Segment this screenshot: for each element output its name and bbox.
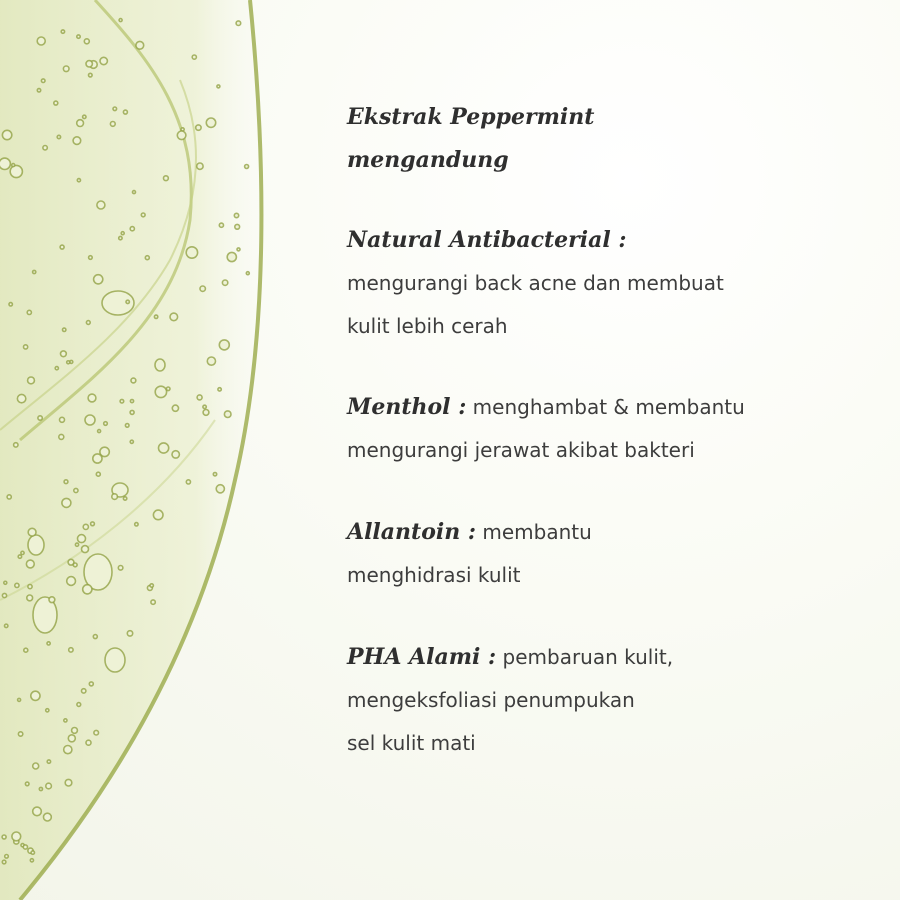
bubble — [28, 535, 44, 555]
bubble — [69, 648, 73, 652]
bubble — [83, 524, 88, 529]
bubble — [72, 728, 78, 734]
ingredient-description: mengurangi back acne dan membuat — [347, 271, 724, 295]
heading-line-2: mengandung — [347, 147, 509, 173]
bubble — [18, 555, 21, 558]
bubble — [113, 107, 117, 111]
bubble — [55, 367, 58, 370]
bubble — [94, 275, 103, 284]
bubble — [28, 528, 36, 536]
bubble — [54, 101, 58, 105]
bubble — [77, 179, 80, 182]
bubble — [82, 546, 89, 553]
bubble — [83, 585, 92, 594]
bubble — [216, 485, 224, 493]
bubble — [224, 411, 231, 418]
bubble — [83, 115, 86, 118]
bubble — [5, 855, 9, 859]
bubble — [119, 236, 122, 239]
bubble — [24, 345, 28, 349]
bubble — [166, 387, 170, 391]
ingredient-description: pembaruan kulit, — [496, 645, 674, 669]
ingredient-description: mengurangi jerawat akibat bakteri — [347, 438, 695, 462]
bubble — [130, 440, 133, 443]
bubble — [47, 642, 50, 645]
ingredient-pha-alami — [347, 636, 867, 765]
bubble — [197, 395, 202, 400]
bubble — [207, 357, 215, 365]
bubble — [60, 417, 65, 422]
bubble — [206, 118, 215, 127]
bubble — [28, 585, 32, 589]
bubble — [0, 158, 10, 169]
bubble — [23, 845, 27, 849]
bubble — [127, 631, 132, 636]
bubble — [192, 55, 196, 59]
bubble — [203, 405, 206, 408]
bubble — [98, 430, 101, 433]
bubble — [89, 73, 93, 77]
bubble — [18, 698, 21, 701]
bubble — [130, 400, 133, 403]
bubble — [33, 807, 42, 816]
bubble — [37, 89, 40, 92]
bubble — [86, 61, 92, 67]
bubble — [60, 245, 64, 249]
bubble — [33, 763, 39, 769]
bubble — [119, 19, 122, 22]
bubble — [2, 835, 6, 839]
bubble — [27, 310, 31, 314]
bubble — [2, 593, 6, 597]
bubble — [133, 191, 136, 194]
bubble — [31, 691, 40, 700]
bubble — [47, 760, 50, 763]
bubble — [118, 566, 123, 571]
ingredient-natural-antibacterial — [347, 219, 867, 348]
bubble — [77, 35, 80, 38]
bubble — [200, 286, 205, 291]
bubble — [5, 624, 8, 627]
ingredient-term: PHA Alami : — [347, 644, 497, 670]
bubble — [105, 648, 125, 672]
bubble — [2, 860, 6, 864]
bubble — [68, 735, 75, 742]
bubble — [100, 57, 107, 64]
bubble — [123, 110, 127, 114]
bubble — [78, 535, 86, 543]
bubble — [84, 39, 89, 44]
bubble — [59, 434, 64, 439]
bubble — [86, 740, 91, 745]
bubble — [30, 859, 33, 862]
bubble — [46, 709, 49, 712]
bubble — [73, 137, 81, 145]
bubble — [57, 135, 60, 138]
bubble — [9, 303, 12, 306]
bubble — [159, 443, 169, 453]
bubble — [154, 315, 157, 318]
ingredient-menthol — [347, 386, 867, 472]
bubble — [24, 648, 28, 652]
bubble — [104, 422, 108, 426]
bubble — [33, 270, 36, 273]
bubble — [62, 328, 65, 331]
bubble — [64, 746, 72, 754]
bubble — [145, 256, 149, 260]
bubble — [12, 832, 21, 841]
bubble — [155, 386, 166, 397]
bubble — [227, 252, 236, 261]
bubble — [75, 543, 78, 546]
bubble — [130, 410, 134, 414]
bubble — [172, 405, 178, 411]
bubble — [91, 522, 95, 526]
heading-line-1: Ekstrak Peppermint — [347, 104, 595, 130]
bubble — [93, 635, 97, 639]
bubble — [94, 730, 99, 735]
bubble — [222, 280, 227, 285]
bubble — [74, 488, 78, 492]
bubble — [236, 21, 241, 26]
bubble — [153, 510, 163, 520]
bubble — [82, 689, 86, 693]
ingredient-term: Natural Antibacterial : — [347, 227, 627, 253]
bubble — [41, 79, 45, 83]
ingredient-term: Allantoin : — [347, 519, 477, 545]
ingredient-term: Menthol : — [347, 394, 467, 420]
bubble — [141, 213, 145, 217]
bubble — [110, 122, 115, 127]
bubble — [196, 125, 201, 130]
bubble — [67, 361, 70, 364]
bubble — [49, 597, 55, 603]
bubble — [28, 377, 35, 384]
bubble — [89, 256, 93, 260]
bubble — [86, 321, 90, 325]
bubble — [17, 394, 25, 402]
bubble — [234, 213, 238, 217]
bubble — [213, 473, 216, 476]
bubble — [93, 454, 102, 463]
bubble — [203, 410, 209, 416]
bubble — [88, 394, 96, 402]
bubble — [126, 300, 129, 303]
bubble — [172, 451, 179, 458]
bubble — [151, 600, 155, 604]
bubble — [85, 415, 95, 425]
bubble — [131, 378, 136, 383]
ingredient-description: kulit lebih cerah — [347, 314, 508, 338]
bubble — [4, 581, 7, 584]
bubble — [218, 388, 221, 391]
bubble — [186, 480, 190, 484]
bubble — [217, 85, 220, 88]
bubble — [18, 732, 22, 736]
bubble — [164, 176, 169, 181]
bubble — [235, 224, 240, 229]
bubble — [12, 164, 15, 167]
content-panel — [347, 96, 867, 804]
bubble — [37, 37, 45, 45]
bubble — [246, 272, 249, 275]
bubble — [39, 787, 42, 790]
bubble — [25, 782, 29, 786]
bubble — [61, 30, 64, 33]
bubble — [112, 494, 118, 500]
bubble — [219, 223, 223, 227]
bubble — [43, 146, 47, 150]
bubble — [38, 416, 42, 420]
bubble — [73, 563, 77, 567]
bubble — [64, 480, 68, 484]
ingredient-description: sel kulit mati — [347, 731, 476, 755]
bubble — [14, 443, 18, 447]
bubble — [62, 498, 71, 507]
bubble — [15, 583, 19, 587]
bubble — [10, 165, 22, 177]
bubble — [7, 495, 11, 499]
page-heading — [347, 96, 867, 182]
ingredient-allantoin — [347, 511, 867, 597]
bubble — [120, 399, 124, 403]
bubble — [125, 424, 129, 428]
bubble — [64, 719, 67, 722]
bubble — [67, 577, 76, 586]
bubble — [197, 163, 203, 169]
bubble — [97, 201, 105, 209]
bubble — [237, 248, 240, 251]
bubble — [2, 130, 11, 139]
bubble — [46, 783, 52, 789]
bubble — [65, 779, 72, 786]
bubble — [26, 560, 34, 568]
bubble — [27, 595, 33, 601]
bubble — [31, 851, 34, 854]
bubble — [245, 165, 249, 169]
bubble — [150, 584, 153, 587]
bubble — [186, 247, 197, 258]
gel-illustration — [0, 0, 300, 900]
bubble — [44, 813, 52, 821]
bubble — [77, 703, 81, 707]
ingredient-description: menghidrasi kulit — [347, 563, 521, 587]
ingredient-description: mengeksfoliasi penumpukan — [347, 688, 635, 712]
ingredient-description: membantu — [476, 520, 592, 544]
bubble — [121, 232, 124, 235]
bubble — [63, 66, 69, 72]
bubble — [155, 359, 165, 371]
bubble — [177, 131, 186, 140]
ingredient-description: menghambat & membantu — [466, 395, 745, 419]
bubble — [170, 313, 178, 321]
bubble — [219, 340, 229, 350]
bubble — [96, 472, 100, 476]
bubble — [130, 227, 134, 231]
bubble — [89, 682, 93, 686]
bubble — [61, 351, 67, 357]
bubble — [135, 523, 138, 526]
bubble — [136, 41, 144, 49]
bubble — [123, 497, 126, 500]
bubble — [21, 551, 24, 554]
bubble — [77, 120, 84, 127]
